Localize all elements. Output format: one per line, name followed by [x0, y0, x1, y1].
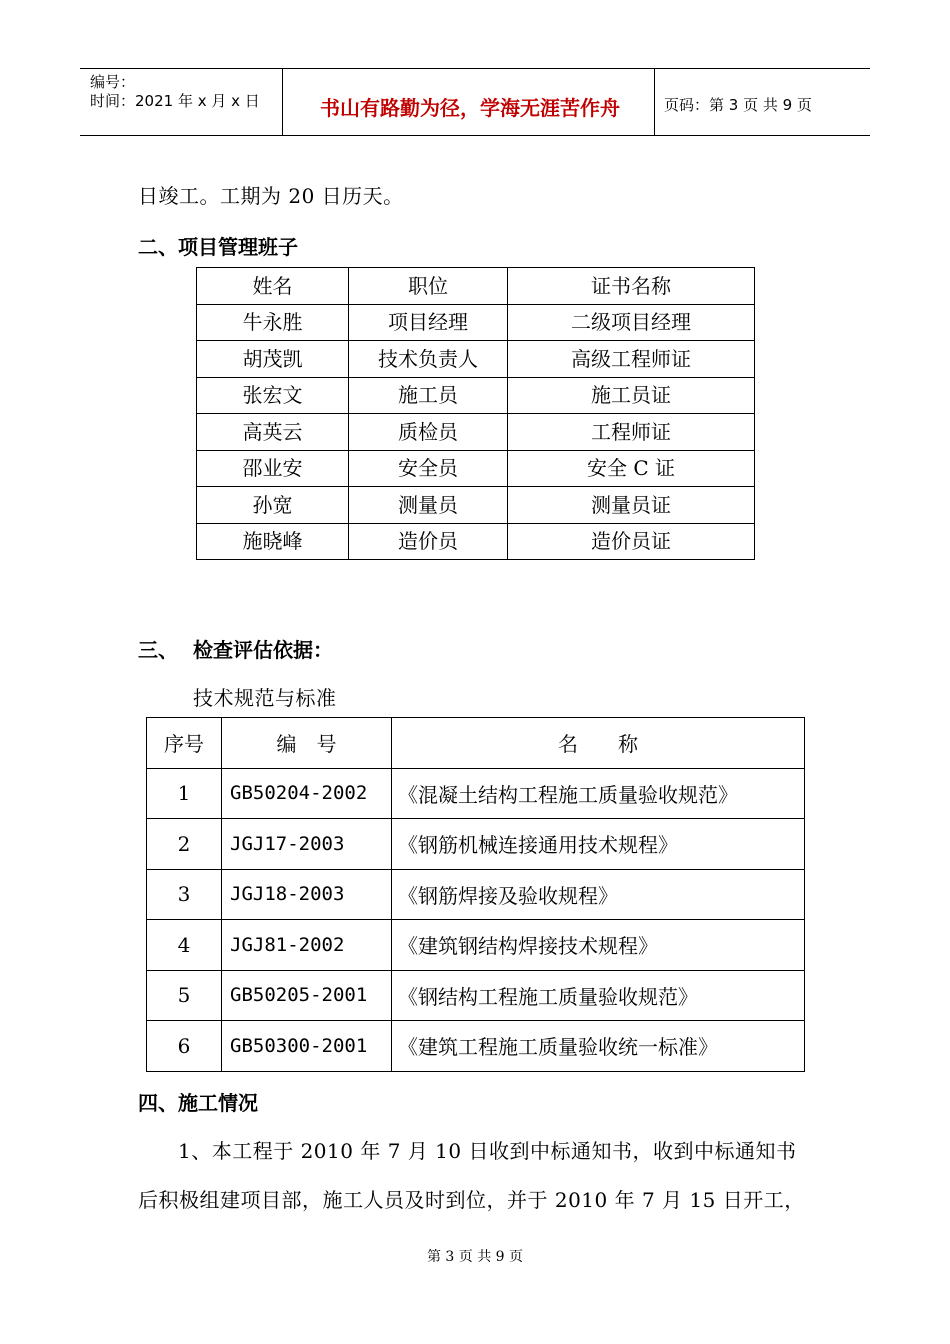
table-row	[197, 304, 755, 341]
header-motto: 书山有路勤为径，学海无涯苦作舟	[320, 96, 620, 120]
std-cell-name: 《钢结构工程施工质量验收规范》	[392, 970, 805, 1021]
std-cell-name: 《钢筋焊接及验收规程》	[392, 869, 805, 920]
team-col-name: 姓名	[197, 268, 349, 305]
std-cell-name: 《建筑工程施工质量验收统一标准》	[392, 1021, 805, 1072]
header-top-rule	[80, 68, 870, 69]
std-col-code: 编 号	[222, 718, 392, 769]
header-divider-right	[654, 68, 655, 136]
team-cell-position: 质检员	[349, 414, 508, 451]
team-cell-certificate: 施工员证	[508, 377, 755, 414]
table-row	[147, 920, 805, 971]
standards-table	[146, 717, 805, 1072]
std-cell-code: GB50300-2001	[222, 1021, 392, 1072]
team-table-header-row	[197, 268, 755, 305]
section3-heading-number: 三、	[138, 638, 178, 662]
std-col-index: 序号	[147, 718, 222, 769]
section3-subtitle: 技术规范与标准	[193, 686, 337, 710]
std-cell-index: 5	[147, 970, 222, 1021]
std-cell-index: 6	[147, 1021, 222, 1072]
section4-paragraph-line2: 后积极组建项目部，施工人员及时到位，并于 2010 年 7 月 15 日开工，	[138, 1188, 805, 1212]
table-row	[147, 869, 805, 920]
team-cell-name: 高英云	[197, 414, 349, 451]
team-cell-position: 项目经理	[349, 304, 508, 341]
team-cell-position: 安全员	[349, 450, 508, 487]
team-cell-certificate: 安全 C 证	[508, 450, 755, 487]
std-cell-index: 1	[147, 768, 222, 819]
header-page-info: 页码：第 3 页 共 9 页	[664, 96, 812, 114]
team-cell-name: 张宏文	[197, 377, 349, 414]
section2-heading: 二、项目管理班子	[138, 235, 298, 259]
table-row	[197, 523, 755, 560]
team-cell-name: 邵业安	[197, 450, 349, 487]
table-row	[197, 487, 755, 524]
table-row	[147, 819, 805, 870]
team-cell-name: 胡茂凯	[197, 341, 349, 378]
page-footer: 第 3 页 共 9 页	[426, 1249, 524, 1265]
std-cell-name: 《混凝土结构工程施工质量验收规范》	[392, 768, 805, 819]
table-row	[147, 970, 805, 1021]
std-cell-code: GB50205-2001	[222, 970, 392, 1021]
table-row	[197, 377, 755, 414]
team-cell-position: 造价员	[349, 523, 508, 560]
team-cell-name: 牛永胜	[197, 304, 349, 341]
std-col-name: 名 称	[392, 718, 805, 769]
header-number-label: 编号：	[90, 73, 136, 91]
std-cell-code: JGJ17-2003	[222, 819, 392, 870]
standards-table-header-row	[147, 718, 805, 769]
section3-heading: 检查评估依据：	[193, 638, 333, 662]
std-cell-code: JGJ18-2003	[222, 869, 392, 920]
table-row	[147, 768, 805, 819]
std-cell-name: 《钢筋机械连接通用技术规程》	[392, 819, 805, 870]
std-cell-index: 2	[147, 819, 222, 870]
team-col-position: 职位	[349, 268, 508, 305]
team-cell-name: 施晓峰	[197, 523, 349, 560]
intro-line: 日竣工。工期为 20 日历天。	[138, 184, 404, 208]
header-bottom-rule	[80, 135, 870, 136]
section4-heading: 四、施工情况	[138, 1091, 258, 1115]
team-cell-position: 技术负责人	[349, 341, 508, 378]
team-cell-certificate: 高级工程师证	[508, 341, 755, 378]
std-cell-index: 4	[147, 920, 222, 971]
team-cell-certificate: 二级项目经理	[508, 304, 755, 341]
table-row	[197, 414, 755, 451]
team-cell-position: 测量员	[349, 487, 508, 524]
std-cell-name: 《建筑钢结构焊接技术规程》	[392, 920, 805, 971]
section4-paragraph-line1: 1、本工程于 2010 年 7 月 10 日收到中标通知书，收到中标通知书	[178, 1139, 797, 1163]
header-time: 时间：2021 年 x 月 x 日	[90, 92, 260, 110]
std-cell-code: JGJ81-2002	[222, 920, 392, 971]
table-row	[197, 450, 755, 487]
table-row	[197, 341, 755, 378]
std-cell-code: GB50204-2002	[222, 768, 392, 819]
team-cell-certificate: 测量员证	[508, 487, 755, 524]
header-divider-left	[282, 68, 283, 136]
team-col-certificate: 证书名称	[508, 268, 755, 305]
team-cell-position: 施工员	[349, 377, 508, 414]
team-table	[196, 267, 755, 560]
std-cell-index: 3	[147, 869, 222, 920]
team-cell-name: 孙宽	[197, 487, 349, 524]
team-cell-certificate: 工程师证	[508, 414, 755, 451]
team-cell-certificate: 造价员证	[508, 523, 755, 560]
table-row	[147, 1021, 805, 1072]
